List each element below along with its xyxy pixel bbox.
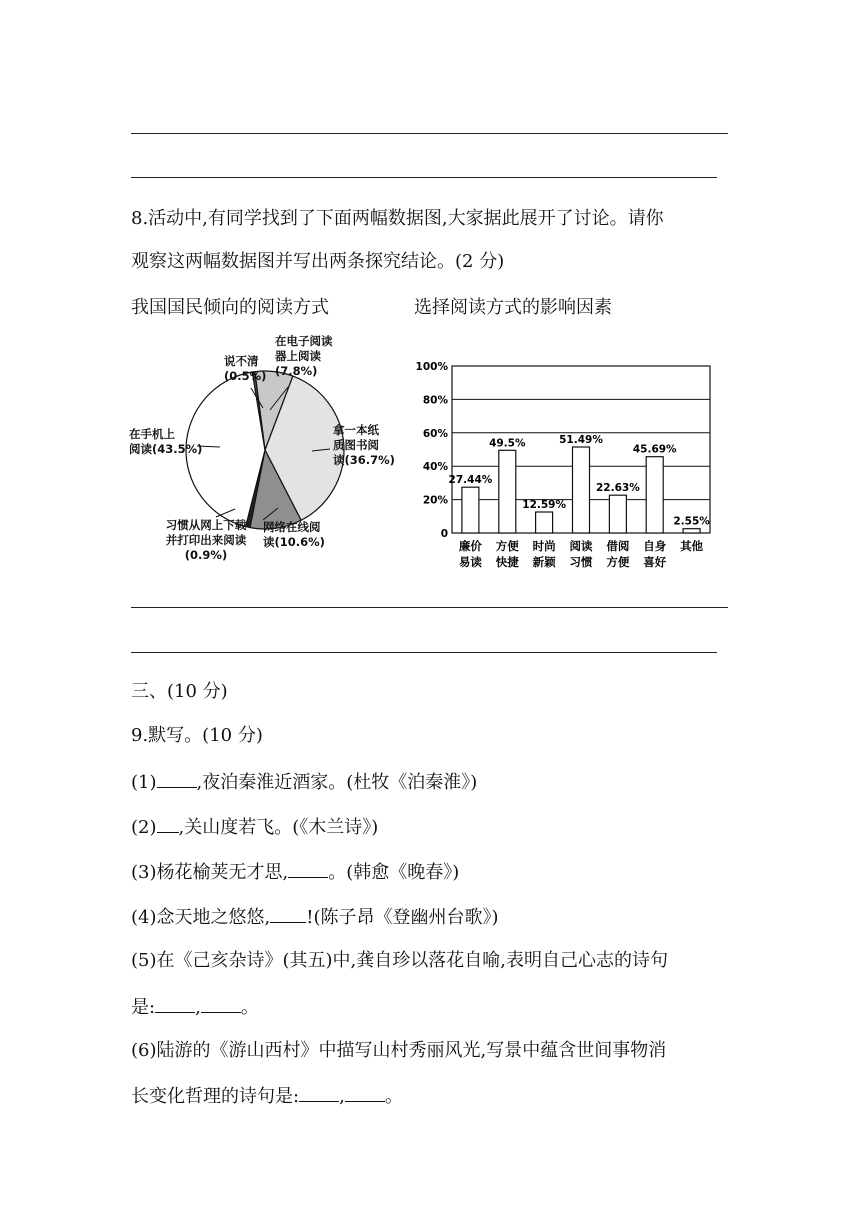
pie-slice-label: 在手机上阅读(43.5%) bbox=[129, 427, 203, 456]
bar bbox=[462, 487, 479, 533]
bar bbox=[573, 447, 590, 533]
x-tick-label: 方便快捷 bbox=[495, 539, 519, 569]
bar-value-label: 45.69% bbox=[632, 443, 677, 456]
bar-value-label: 22.63% bbox=[595, 482, 640, 495]
question-8-line-1: 8.活动中,有同学找到了下面两幅数据图,大家据此展开了讨论。请你 bbox=[131, 208, 664, 229]
fill-blank[interactable] bbox=[288, 859, 328, 878]
answer-line bbox=[131, 177, 717, 178]
pie-chart-title: 我国国民倾向的阅读方式 bbox=[131, 297, 329, 318]
q9-item-5-sep: , bbox=[195, 997, 201, 1018]
bar-value-label: 51.49% bbox=[559, 434, 603, 446]
q9-item-6-sep: , bbox=[339, 1086, 345, 1107]
q9-item-5-prefix: 是: bbox=[131, 997, 156, 1018]
reading-method-pie-chart bbox=[120, 330, 410, 580]
q9-item-3-prefix: (3)杨花榆荚无才思, bbox=[131, 862, 289, 883]
x-tick-label: 廉价易读 bbox=[458, 539, 482, 569]
q9-item-2-suffix: ,关山度若飞。(《木兰诗》) bbox=[178, 817, 379, 838]
question-8-line-2: 观察这两幅数据图并写出两条探究结论。(2 分) bbox=[131, 251, 505, 272]
q9-item-6-line-2 bbox=[131, 1083, 403, 1109]
q9-item-5-end: 。 bbox=[240, 997, 259, 1018]
q9-item-6-prefix: 长变化哲理的诗句是: bbox=[131, 1086, 300, 1107]
question-9-title: 9.默写。(10 分) bbox=[131, 725, 263, 746]
q9-item-4-suffix: !(陈子昂《登幽州台歌》) bbox=[306, 907, 499, 928]
q9-item-2 bbox=[131, 814, 378, 840]
x-tick-label: 其他 bbox=[680, 539, 704, 553]
bar bbox=[609, 495, 626, 533]
bar bbox=[646, 457, 663, 533]
fill-blank[interactable] bbox=[299, 1083, 339, 1102]
q9-item-4-prefix: (4)念天地之悠悠, bbox=[131, 907, 271, 928]
y-tick-label: 80% bbox=[422, 394, 448, 407]
bar bbox=[536, 512, 553, 533]
reading-factor-bar-chart bbox=[405, 355, 720, 580]
q9-item-2-prefix: (2) bbox=[131, 817, 157, 838]
q9-item-1-prefix: (1) bbox=[131, 772, 157, 793]
fill-blank[interactable] bbox=[155, 994, 195, 1013]
answer-line bbox=[131, 133, 728, 134]
q9-item-4 bbox=[131, 904, 499, 930]
answer-line bbox=[131, 607, 728, 608]
bar-value-label: 27.44% bbox=[448, 474, 493, 487]
q9-item-3 bbox=[131, 859, 459, 885]
x-tick-label: 自身喜好 bbox=[643, 539, 667, 569]
q9-item-1 bbox=[131, 769, 477, 795]
answer-line bbox=[131, 652, 717, 653]
pie-slice-label: 拿一本纸质图书阅读(36.7%) bbox=[333, 423, 395, 467]
x-tick-label: 借阅方便 bbox=[606, 539, 630, 569]
fill-blank[interactable] bbox=[270, 904, 306, 923]
bar-value-label: 49.5% bbox=[489, 437, 526, 450]
x-tick-label: 时尚新颖 bbox=[532, 539, 556, 569]
y-tick-label: 0 bbox=[440, 528, 448, 540]
q9-item-1-suffix: ,夜泊秦淮近酒家。(杜牧《泊秦淮》) bbox=[196, 772, 478, 793]
fill-blank[interactable] bbox=[157, 769, 197, 788]
pie-slice-label: 习惯从网上下载并打印出来阅读(0.9%) bbox=[165, 518, 247, 562]
bar-value-label: 2.55% bbox=[673, 515, 710, 528]
q9-item-5-line-1: (5)在《己亥杂诗》(其五)中,龚自珍以落花自喻,表明自己心志的诗句 bbox=[131, 950, 668, 971]
q9-item-3-suffix: 。(韩愈《晚春》) bbox=[328, 862, 460, 883]
bar bbox=[683, 529, 700, 533]
y-tick-label: 100% bbox=[415, 361, 448, 373]
bar bbox=[499, 450, 516, 533]
y-tick-label: 40% bbox=[422, 461, 448, 474]
y-tick-label: 60% bbox=[422, 427, 448, 440]
bar-value-label: 12.59% bbox=[522, 499, 567, 511]
fill-blank[interactable] bbox=[345, 1083, 385, 1102]
y-tick-label: 20% bbox=[422, 494, 448, 507]
section-3-heading: 三、(10 分) bbox=[131, 681, 228, 702]
q9-item-6-line-1: (6)陆游的《游山西村》中描写山村秀丽风光,写景中蕴含世间事物消 bbox=[131, 1040, 667, 1061]
pie-slice-label: 网络在线阅读(10.6%) bbox=[263, 520, 325, 549]
q9-item-6-end: 。 bbox=[384, 1086, 403, 1107]
q9-item-5-line-2 bbox=[131, 994, 259, 1020]
fill-blank[interactable] bbox=[201, 994, 241, 1013]
bar-chart-title: 选择阅读方式的影响因素 bbox=[414, 297, 612, 318]
pie-slice-label: 说不清(0.5%) bbox=[224, 354, 267, 383]
pie-slice-label: 在电子阅读器上阅读(7.8%) bbox=[275, 334, 333, 378]
x-tick-label: 阅读习惯 bbox=[569, 539, 593, 569]
fill-blank[interactable] bbox=[157, 814, 179, 833]
